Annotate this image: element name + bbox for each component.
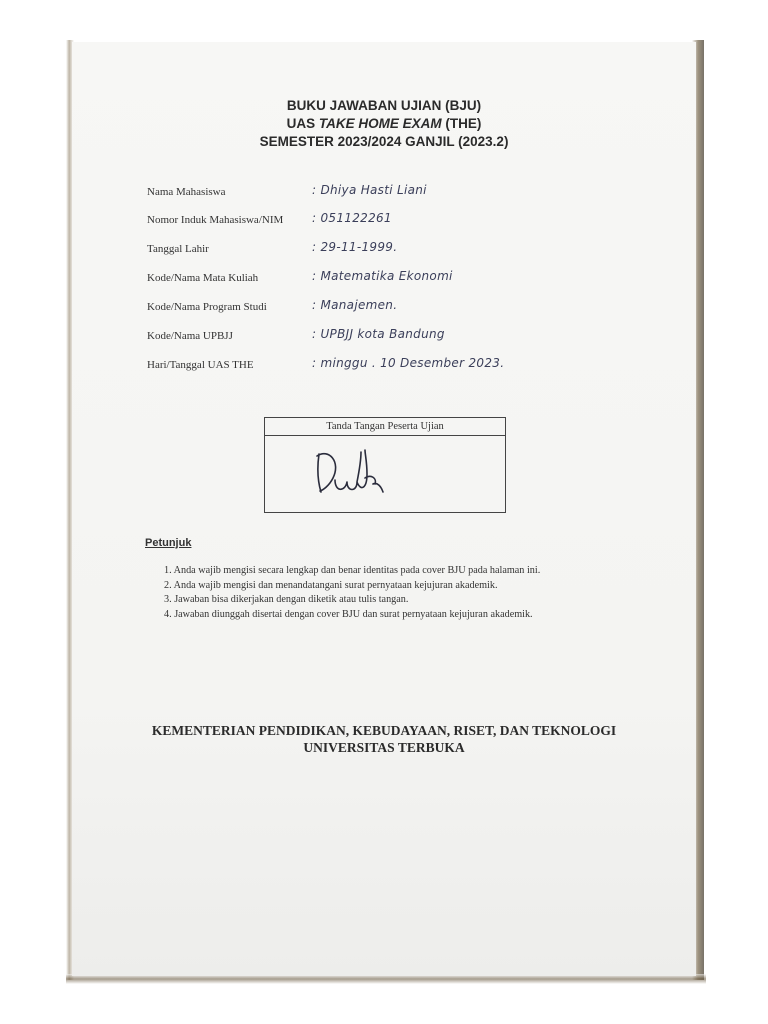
title-line-2-italic: TAKE HOME EXAM — [318, 116, 442, 131]
field-row-nim — [147, 211, 667, 231]
title-line-3: SEMESTER 2023/2024 GANJIL (2023.2) — [259, 134, 509, 149]
field-row-nama — [147, 183, 667, 203]
field-row-tanggal-lahir — [147, 240, 667, 260]
title-line-1: BUKU JAWABAN UJIAN (BJU) — [286, 98, 482, 113]
field-row-hari-tanggal — [147, 356, 667, 376]
field-value-handwritten: : minggu . 10 Desember 2023. — [312, 356, 505, 370]
field-label: Kode/Nama UPBJJ — [147, 330, 233, 342]
field-row-upbjj — [147, 327, 667, 347]
field-row-mata-kuliah — [147, 269, 667, 289]
field-label: Tanggal Lahir — [147, 243, 209, 255]
instruction-item: 3. Jawaban bisa dikerjakan dengan diketik atau tulis tangan. — [164, 594, 409, 605]
field-value-handwritten: : UPBJJ kota Bandung — [312, 327, 445, 341]
instructions-title: Petunjuk — [145, 537, 192, 549]
field-value-handwritten: : Matematika Ekonomi — [312, 269, 453, 283]
signature-box — [264, 417, 506, 513]
field-value-handwritten: : 051122261 — [312, 211, 392, 225]
signature-heading: Tanda Tangan Peserta Ujian — [265, 418, 505, 436]
field-label: Kode/Nama Program Studi — [147, 301, 267, 313]
title-line-2-suffix: (THE) — [441, 116, 482, 131]
field-label: Hari/Tanggal UAS THE — [147, 359, 254, 371]
footer-ministry: KEMENTERIAN PENDIDIKAN, KEBUDAYAAN, RISET, DAN TEKNOLOGI — [151, 723, 617, 738]
instruction-item: 2. Anda wajib mengisi dan menandatangani surat pernyataan kejujuran akademik. — [164, 579, 498, 591]
instruction-item: 4. Jawaban diunggah disertai dengan cover BJU dan surat pernyataan kejujuran akademik. — [164, 608, 533, 620]
handwritten-signature — [311, 444, 391, 500]
field-label: Nama Mahasiswa — [147, 186, 226, 198]
document-page — [72, 42, 696, 976]
title-line-2 — [72, 115, 696, 133]
field-label: Nomor Induk Mahasiswa/NIM — [147, 214, 284, 226]
field-value-handwritten: : 29-11-1999. — [312, 240, 398, 254]
field-value-handwritten: : Manajemen. — [312, 298, 398, 312]
title-line-2-prefix: UAS — [286, 116, 319, 131]
field-row-program-studi — [147, 298, 667, 318]
field-value-handwritten: : Dhiya Hasti Liani — [312, 183, 427, 197]
instructions-list — [164, 564, 540, 622]
footer-university: UNIVERSITAS TERBUKA — [303, 740, 465, 755]
instruction-item: 1. Anda wajib mengisi secara lengkap dan benar identitas pada cover BJU pada halaman ini. — [164, 565, 541, 576]
field-label: Kode/Nama Mata Kuliah — [147, 272, 259, 284]
